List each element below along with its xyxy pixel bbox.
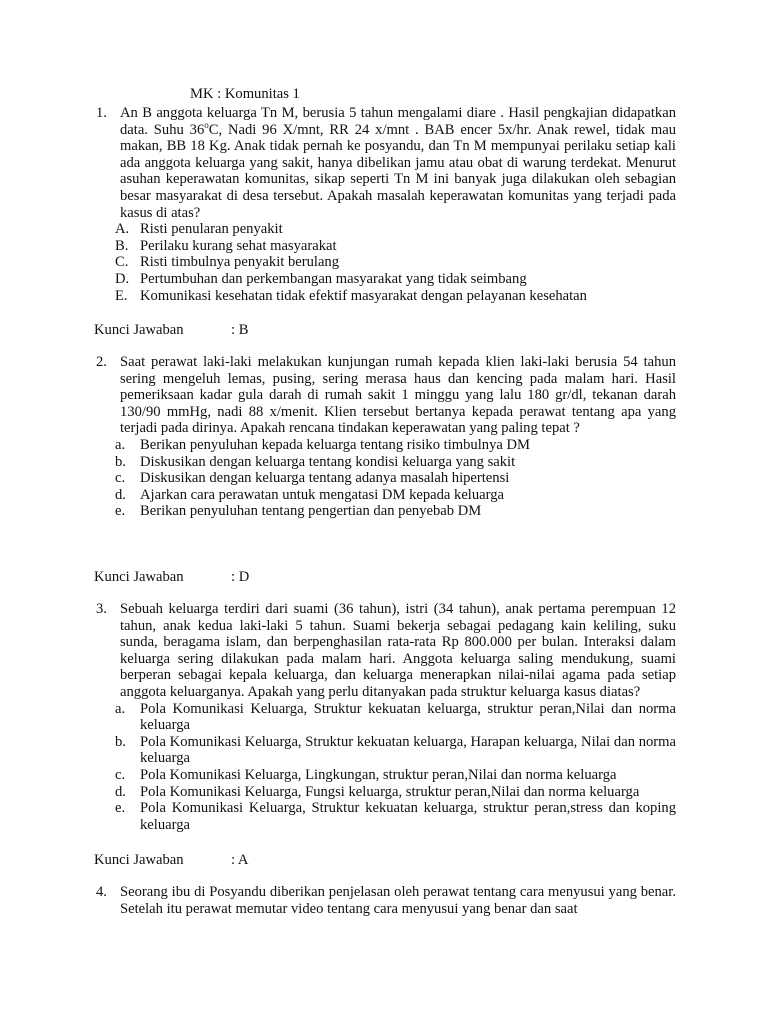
option-a: a. Pola Komunikasi Keluarga, Struktur kekuatan keluarga, struktur peran,Nilai dan norma keluarga: [115, 700, 676, 734]
question-text: Sebuah keluarga terdiri dari suami (36 tahun), istri (34 tahun), anak pertama perempuan 12 tahun, anak kedua laki-laki 5 tahun. Suami bekerja sebagai pedagang kain keliling, suku sunda, beragama islam, dan berpenghasilan rata-rata Rp 800.000 per bulan. Interaksi dalam keluarga sering dilakukan pada malam hari. Anggota keluarga saling mendukung, suami berperan sebagai kepala keluarga, dan keluarga menerapkan nilai-nilai agama pada setiap anggota keluarganya. Apakah yang perlu ditanyakan pada struktur keluarga kasus diatas?: [120, 601, 676, 700]
option-e: e. Berikan penyuluhan tentang pengertian dan penyebab DM: [115, 503, 482, 520]
question-text: Saat perawat laki-laki melakukan kunjungan rumah kepada klien laki-laki berusia 54 tahun sering mengeluh lemas, pusing, sering merasa haus dan kencing pada malam hari. Hasil pemeriksaan kadar gula darah di rumah sakit 1 minggu yang lalu 180 gr/dl, tekanan darah 130/90 mmHg, nadi 88 x/menit. Klien tersebut bertanya kepada perawat tentang apa yang terjadi pada dirinya. Apakah rencana tindakan keperawatan yang paling tepat ?: [120, 354, 676, 437]
option-a: a. Berikan penyuluhan kepada keluarga tentang risiko timbulnya DM: [115, 436, 531, 453]
answer-key-3: Kunci Jawaban : A: [94, 852, 249, 868]
question-number: 2.: [96, 354, 107, 370]
option-e: E. Komunikasi kesehatan tidak efektif masyarakat dengan pelayanan kesehatan: [115, 287, 587, 304]
degree-superscript: o: [204, 119, 209, 130]
options-list: [96, 221, 676, 304]
option-c: c. Diskusikan dengan keluarga tentang adanya masalah hipertensi: [115, 470, 510, 487]
option-c: C. Risti timbulnya penyakit berulang: [115, 254, 340, 271]
question-4: [96, 884, 676, 917]
question-number: 4.: [96, 884, 107, 900]
options-list: [96, 701, 676, 834]
course-title: MK : Komunitas 1: [190, 86, 300, 102]
answer-key-2: Kunci Jawaban : D: [94, 569, 250, 585]
option-d: D. Pertumbuhan dan perkembangan masyarakat yang tidak seimbang: [115, 270, 527, 287]
question-text: An B anggota keluarga Tn M, berusia 5 tahun mengalami diare . Hasil pengkajian didapatkan data. Suhu 36$^o$C, Nadi 96 X/mnt, RR 24 x/mnt . BAB encer 5x/hr. Anak rewel, tidak mau makan, BB 18 Kg. Anak tidak pernah ke posyandu, dan Tn M mempunyai perilaku setiap kali ada anggota keluarga yang sakit, hanya dibelikan jamu atau obat di warung terdekat. Menurut asuhan keperawatan komunitas, sikap seperti Tn M ini banyak juga dilakukan oleh sebagian besar masyarakat di desa tersebut. Apakah masalah keperawatan komunitas yang terjadi pada kasus di atas?: [120, 105, 677, 221]
question-1: [96, 105, 676, 304]
option-b: B. Perilaku kurang sehat masyarakat: [115, 237, 337, 254]
option-b: b. Diskusikan dengan keluarga tentang kondisi keluarga yang sakit: [115, 453, 516, 470]
question-2: [96, 354, 676, 520]
question-text: Seorang ibu di Posyandu diberikan penjelasan oleh perawat tentang cara menyusui yang benar. Setelah itu perawat memutar video tentang cara menyusui yang benar dan saat: [120, 884, 676, 917]
options-list: [96, 437, 676, 520]
option-d: d. Pola Komunikasi Keluarga, Fungsi keluarga, struktur peran,Nilai dan norma keluarga: [115, 783, 640, 800]
option-e: e. Pola Komunikasi Keluarga, Struktur kekuatan keluarga, struktur peran,stress dan koping keluarga: [115, 800, 676, 833]
option-d: d. Ajarkan cara perawatan untuk mengatasi DM kepada keluarga: [115, 486, 505, 503]
question-number: 1.: [96, 105, 107, 121]
question-number: 3.: [96, 601, 107, 617]
answer-key-1: Kunci Jawaban : B: [94, 322, 249, 338]
option-c: c. Pola Komunikasi Keluarga, Lingkungan, struktur peran,Nilai dan norma keluarga: [115, 766, 617, 783]
option-b: b. Pola Komunikasi Keluarga, Struktur kekuatan keluarga, Harapan keluarga, Nilai dan norma keluarga: [115, 733, 676, 767]
question-3: [96, 601, 676, 833]
option-a: A. Risti penularan penyakit: [115, 221, 283, 238]
